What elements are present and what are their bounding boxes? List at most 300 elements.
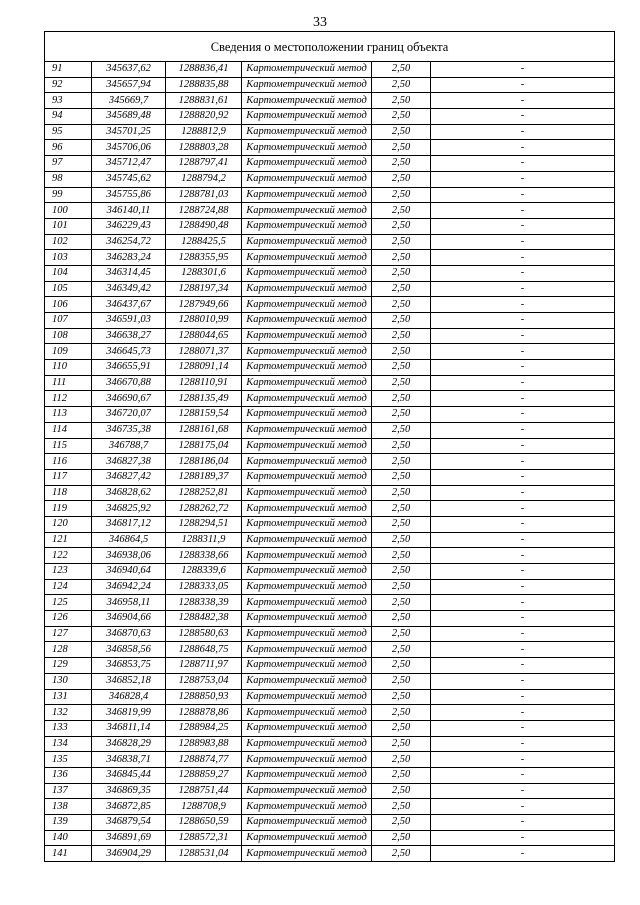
accuracy-cell: 2,50 [372, 658, 431, 674]
accuracy-cell: 2,50 [372, 62, 431, 78]
point-number-cell: 114 [45, 422, 92, 438]
note-cell: - [431, 752, 615, 768]
table-row [45, 815, 615, 831]
method-cell: Картометрический метод [242, 391, 372, 407]
table-row [45, 516, 615, 532]
table-row [45, 313, 615, 329]
x-coordinate-cell: 346827,42 [92, 469, 166, 485]
boundary-coordinates-table [44, 31, 615, 862]
y-coordinate-cell: 1288294,51 [166, 516, 242, 532]
method-cell: Картометрический метод [242, 77, 372, 93]
y-coordinate-cell: 1288751,44 [166, 783, 242, 799]
table-row [45, 469, 615, 485]
note-cell: - [431, 375, 615, 391]
y-coordinate-cell: 1288650,59 [166, 815, 242, 831]
method-cell: Картометрический метод [242, 564, 372, 580]
x-coordinate-cell: 346229,43 [92, 218, 166, 234]
y-coordinate-cell: 1288189,37 [166, 469, 242, 485]
method-cell: Картометрический метод [242, 265, 372, 281]
accuracy-cell: 2,50 [372, 469, 431, 485]
method-cell: Картометрический метод [242, 642, 372, 658]
y-coordinate-cell: 1288338,39 [166, 595, 242, 611]
point-number-cell: 110 [45, 360, 92, 376]
table-row [45, 422, 615, 438]
point-number-cell: 98 [45, 171, 92, 187]
y-coordinate-cell: 1287949,66 [166, 297, 242, 313]
y-coordinate-cell: 1288850,93 [166, 689, 242, 705]
accuracy-cell: 2,50 [372, 846, 431, 862]
y-coordinate-cell: 1288794,2 [166, 171, 242, 187]
point-number-cell: 93 [45, 93, 92, 109]
accuracy-cell: 2,50 [372, 579, 431, 595]
x-coordinate-cell: 346140,11 [92, 203, 166, 219]
method-cell: Картометрический метод [242, 156, 372, 172]
point-number-cell: 133 [45, 720, 92, 736]
x-coordinate-cell: 346940,64 [92, 564, 166, 580]
accuracy-cell: 2,50 [372, 516, 431, 532]
method-cell: Картометрический метод [242, 171, 372, 187]
point-number-cell: 129 [45, 658, 92, 674]
point-number-cell: 137 [45, 783, 92, 799]
note-cell: - [431, 140, 615, 156]
table-row [45, 265, 615, 281]
table-row [45, 93, 615, 109]
note-cell: - [431, 579, 615, 595]
method-cell: Картометрический метод [242, 62, 372, 78]
x-coordinate-cell: 346852,18 [92, 673, 166, 689]
y-coordinate-cell: 1288983,88 [166, 736, 242, 752]
point-number-cell: 123 [45, 564, 92, 580]
method-cell: Картометрический метод [242, 689, 372, 705]
note-cell: - [431, 250, 615, 266]
accuracy-cell: 2,50 [372, 375, 431, 391]
note-cell: - [431, 846, 615, 862]
accuracy-cell: 2,50 [372, 250, 431, 266]
note-cell: - [431, 532, 615, 548]
point-number-cell: 128 [45, 642, 92, 658]
note-cell: - [431, 265, 615, 281]
table-row [45, 673, 615, 689]
accuracy-cell: 2,50 [372, 501, 431, 517]
point-number-cell: 112 [45, 391, 92, 407]
table-row [45, 375, 615, 391]
accuracy-cell: 2,50 [372, 93, 431, 109]
method-cell: Картометрический метод [242, 548, 372, 564]
x-coordinate-cell: 346349,42 [92, 281, 166, 297]
note-cell: - [431, 736, 615, 752]
point-number-cell: 96 [45, 140, 92, 156]
accuracy-cell: 2,50 [372, 830, 431, 846]
point-number-cell: 106 [45, 297, 92, 313]
note-cell: - [431, 391, 615, 407]
x-coordinate-cell: 346828,4 [92, 689, 166, 705]
table-row [45, 658, 615, 674]
table-row [45, 156, 615, 172]
x-coordinate-cell: 346958,11 [92, 595, 166, 611]
point-number-cell: 94 [45, 109, 92, 125]
y-coordinate-cell: 1288797,41 [166, 156, 242, 172]
note-cell: - [431, 689, 615, 705]
method-cell: Картометрический метод [242, 360, 372, 376]
point-number-cell: 117 [45, 469, 92, 485]
y-coordinate-cell: 1288175,04 [166, 438, 242, 454]
point-number-cell: 121 [45, 532, 92, 548]
accuracy-cell: 2,50 [372, 313, 431, 329]
x-coordinate-cell: 346670,88 [92, 375, 166, 391]
point-number-cell: 140 [45, 830, 92, 846]
method-cell: Картометрический метод [242, 736, 372, 752]
y-coordinate-cell: 1288252,81 [166, 485, 242, 501]
accuracy-cell: 2,50 [372, 736, 431, 752]
table-row [45, 846, 615, 862]
accuracy-cell: 2,50 [372, 328, 431, 344]
x-coordinate-cell: 346254,72 [92, 234, 166, 250]
point-number-cell: 105 [45, 281, 92, 297]
method-cell: Картометрический метод [242, 595, 372, 611]
note-cell: - [431, 705, 615, 721]
point-number-cell: 97 [45, 156, 92, 172]
y-coordinate-cell: 1288836,41 [166, 62, 242, 78]
method-cell: Картометрический метод [242, 297, 372, 313]
point-number-cell: 132 [45, 705, 92, 721]
x-coordinate-cell: 346591,03 [92, 313, 166, 329]
point-number-cell: 115 [45, 438, 92, 454]
table-row [45, 579, 615, 595]
y-coordinate-cell: 1288333,05 [166, 579, 242, 595]
note-cell: - [431, 344, 615, 360]
table-row [45, 297, 615, 313]
note-cell: - [431, 815, 615, 831]
accuracy-cell: 2,50 [372, 595, 431, 611]
table-row [45, 783, 615, 799]
method-cell: Картометрический метод [242, 124, 372, 140]
point-number-cell: 113 [45, 407, 92, 423]
table-row [45, 109, 615, 125]
point-number-cell: 104 [45, 265, 92, 281]
x-coordinate-cell: 346314,45 [92, 265, 166, 281]
point-number-cell: 130 [45, 673, 92, 689]
note-cell: - [431, 626, 615, 642]
point-number-cell: 139 [45, 815, 92, 831]
note-cell: - [431, 611, 615, 627]
method-cell: Картометрический метод [242, 422, 372, 438]
method-cell: Картометрический метод [242, 203, 372, 219]
y-coordinate-cell: 1288859,27 [166, 767, 242, 783]
method-cell: Картометрический метод [242, 375, 372, 391]
point-number-cell: 119 [45, 501, 92, 517]
note-cell: - [431, 516, 615, 532]
y-coordinate-cell: 1288984,25 [166, 720, 242, 736]
method-cell: Картометрический метод [242, 501, 372, 517]
note-cell: - [431, 830, 615, 846]
point-number-cell: 108 [45, 328, 92, 344]
x-coordinate-cell: 346827,38 [92, 454, 166, 470]
table-row [45, 611, 615, 627]
y-coordinate-cell: 1288311,9 [166, 532, 242, 548]
note-cell: - [431, 658, 615, 674]
x-coordinate-cell: 345755,86 [92, 187, 166, 203]
method-cell: Картометрический метод [242, 187, 372, 203]
table-row [45, 720, 615, 736]
point-number-cell: 111 [45, 375, 92, 391]
accuracy-cell: 2,50 [372, 626, 431, 642]
point-number-cell: 125 [45, 595, 92, 611]
note-cell: - [431, 203, 615, 219]
note-cell: - [431, 234, 615, 250]
table-row [45, 705, 615, 721]
x-coordinate-cell: 346869,35 [92, 783, 166, 799]
y-coordinate-cell: 1288044,65 [166, 328, 242, 344]
point-number-cell: 122 [45, 548, 92, 564]
method-cell: Картометрический метод [242, 93, 372, 109]
point-number-cell: 102 [45, 234, 92, 250]
accuracy-cell: 2,50 [372, 265, 431, 281]
table-row [45, 736, 615, 752]
x-coordinate-cell: 345745,62 [92, 171, 166, 187]
accuracy-cell: 2,50 [372, 156, 431, 172]
point-number-cell: 95 [45, 124, 92, 140]
point-number-cell: 120 [45, 516, 92, 532]
method-cell: Картометрический метод [242, 140, 372, 156]
method-cell: Картометрический метод [242, 485, 372, 501]
table-row [45, 595, 615, 611]
method-cell: Картометрический метод [242, 516, 372, 532]
accuracy-cell: 2,50 [372, 187, 431, 203]
table-row [45, 532, 615, 548]
table-row [45, 250, 615, 266]
note-cell: - [431, 799, 615, 815]
point-number-cell: 107 [45, 313, 92, 329]
method-cell: Картометрический метод [242, 328, 372, 344]
x-coordinate-cell: 345712,47 [92, 156, 166, 172]
x-coordinate-cell: 346942,24 [92, 579, 166, 595]
accuracy-cell: 2,50 [372, 815, 431, 831]
accuracy-cell: 2,50 [372, 391, 431, 407]
method-cell: Картометрический метод [242, 218, 372, 234]
y-coordinate-cell: 1288753,04 [166, 673, 242, 689]
method-cell: Картометрический метод [242, 611, 372, 627]
table-row [45, 689, 615, 705]
note-cell: - [431, 469, 615, 485]
y-coordinate-cell: 1288531,04 [166, 846, 242, 862]
y-coordinate-cell: 1288711,97 [166, 658, 242, 674]
point-number-cell: 134 [45, 736, 92, 752]
y-coordinate-cell: 1288301,6 [166, 265, 242, 281]
note-cell: - [431, 548, 615, 564]
method-cell: Картометрический метод [242, 579, 372, 595]
point-number-cell: 116 [45, 454, 92, 470]
accuracy-cell: 2,50 [372, 548, 431, 564]
table-row [45, 344, 615, 360]
x-coordinate-cell: 346735,38 [92, 422, 166, 438]
table-row [45, 328, 615, 344]
y-coordinate-cell: 1288878,86 [166, 705, 242, 721]
x-coordinate-cell: 345657,94 [92, 77, 166, 93]
y-coordinate-cell: 1288135,49 [166, 391, 242, 407]
x-coordinate-cell: 346283,24 [92, 250, 166, 266]
method-cell: Картометрический метод [242, 344, 372, 360]
point-number-cell: 126 [45, 611, 92, 627]
accuracy-cell: 2,50 [372, 611, 431, 627]
method-cell: Картометрический метод [242, 673, 372, 689]
table-row [45, 501, 615, 517]
table-row [45, 642, 615, 658]
accuracy-cell: 2,50 [372, 344, 431, 360]
note-cell: - [431, 720, 615, 736]
accuracy-cell: 2,50 [372, 485, 431, 501]
y-coordinate-cell: 1288820,92 [166, 109, 242, 125]
y-coordinate-cell: 1288572,31 [166, 830, 242, 846]
x-coordinate-cell: 346788,7 [92, 438, 166, 454]
method-cell: Картометрический метод [242, 830, 372, 846]
note-cell: - [431, 124, 615, 140]
point-number-cell: 135 [45, 752, 92, 768]
y-coordinate-cell: 1288425,5 [166, 234, 242, 250]
x-coordinate-cell: 346828,62 [92, 485, 166, 501]
x-coordinate-cell: 345701,25 [92, 124, 166, 140]
x-coordinate-cell: 346904,29 [92, 846, 166, 862]
point-number-cell: 141 [45, 846, 92, 862]
accuracy-cell: 2,50 [372, 407, 431, 423]
accuracy-cell: 2,50 [372, 77, 431, 93]
method-cell: Картометрический метод [242, 705, 372, 721]
table-row [45, 140, 615, 156]
table-row [45, 77, 615, 93]
point-number-cell: 100 [45, 203, 92, 219]
table-row [45, 203, 615, 219]
accuracy-cell: 2,50 [372, 454, 431, 470]
note-cell: - [431, 501, 615, 517]
x-coordinate-cell: 346872,85 [92, 799, 166, 815]
table-caption: Сведения о местоположении границ объекта [45, 32, 615, 62]
table-caption-row [45, 32, 615, 62]
y-coordinate-cell: 1288159,54 [166, 407, 242, 423]
x-coordinate-cell: 346825,92 [92, 501, 166, 517]
method-cell: Картометрический метод [242, 109, 372, 125]
method-cell: Картометрический метод [242, 469, 372, 485]
y-coordinate-cell: 1288197,34 [166, 281, 242, 297]
accuracy-cell: 2,50 [372, 689, 431, 705]
method-cell: Картометрический метод [242, 658, 372, 674]
method-cell: Картометрический метод [242, 250, 372, 266]
table-row [45, 752, 615, 768]
accuracy-cell: 2,50 [372, 564, 431, 580]
table-row [45, 548, 615, 564]
note-cell: - [431, 109, 615, 125]
x-coordinate-cell: 346645,73 [92, 344, 166, 360]
point-number-cell: 131 [45, 689, 92, 705]
table-row [45, 767, 615, 783]
note-cell: - [431, 642, 615, 658]
note-cell: - [431, 767, 615, 783]
accuracy-cell: 2,50 [372, 360, 431, 376]
y-coordinate-cell: 1288831,61 [166, 93, 242, 109]
point-number-cell: 118 [45, 485, 92, 501]
y-coordinate-cell: 1288580,63 [166, 626, 242, 642]
table-row [45, 360, 615, 376]
x-coordinate-cell: 346655,91 [92, 360, 166, 376]
note-cell: - [431, 673, 615, 689]
note-cell: - [431, 454, 615, 470]
y-coordinate-cell: 1288091,14 [166, 360, 242, 376]
note-cell: - [431, 281, 615, 297]
y-coordinate-cell: 1288161,68 [166, 422, 242, 438]
method-cell: Картометрический метод [242, 783, 372, 799]
table-row [45, 391, 615, 407]
note-cell: - [431, 407, 615, 423]
x-coordinate-cell: 346690,67 [92, 391, 166, 407]
note-cell: - [431, 93, 615, 109]
y-coordinate-cell: 1288110,91 [166, 375, 242, 391]
y-coordinate-cell: 1288482,38 [166, 611, 242, 627]
x-coordinate-cell: 345637,62 [92, 62, 166, 78]
note-cell: - [431, 297, 615, 313]
y-coordinate-cell: 1288355,95 [166, 250, 242, 266]
accuracy-cell: 2,50 [372, 422, 431, 438]
table-row [45, 564, 615, 580]
method-cell: Картометрический метод [242, 234, 372, 250]
y-coordinate-cell: 1288724,88 [166, 203, 242, 219]
method-cell: Картометрический метод [242, 313, 372, 329]
note-cell: - [431, 564, 615, 580]
accuracy-cell: 2,50 [372, 532, 431, 548]
accuracy-cell: 2,50 [372, 705, 431, 721]
note-cell: - [431, 171, 615, 187]
x-coordinate-cell: 346845,44 [92, 767, 166, 783]
note-cell: - [431, 313, 615, 329]
y-coordinate-cell: 1288490,48 [166, 218, 242, 234]
point-number-cell: 99 [45, 187, 92, 203]
x-coordinate-cell: 346838,71 [92, 752, 166, 768]
y-coordinate-cell: 1288010,99 [166, 313, 242, 329]
point-number-cell: 138 [45, 799, 92, 815]
table-row [45, 454, 615, 470]
point-number-cell: 109 [45, 344, 92, 360]
accuracy-cell: 2,50 [372, 124, 431, 140]
note-cell: - [431, 438, 615, 454]
accuracy-cell: 2,50 [372, 438, 431, 454]
x-coordinate-cell: 346864,5 [92, 532, 166, 548]
table-row [45, 187, 615, 203]
method-cell: Картометрический метод [242, 720, 372, 736]
accuracy-cell: 2,50 [372, 109, 431, 125]
method-cell: Картометрический метод [242, 767, 372, 783]
page-number: 33 [313, 15, 327, 30]
table-row [45, 407, 615, 423]
note-cell: - [431, 77, 615, 93]
accuracy-cell: 2,50 [372, 720, 431, 736]
accuracy-cell: 2,50 [372, 234, 431, 250]
y-coordinate-cell: 1288708,9 [166, 799, 242, 815]
table-row [45, 218, 615, 234]
point-number-cell: 101 [45, 218, 92, 234]
y-coordinate-cell: 1288648,75 [166, 642, 242, 658]
table-row [45, 281, 615, 297]
table-row [45, 171, 615, 187]
x-coordinate-cell: 346858,56 [92, 642, 166, 658]
x-coordinate-cell: 346938,06 [92, 548, 166, 564]
note-cell: - [431, 62, 615, 78]
table-row [45, 234, 615, 250]
table-row [45, 438, 615, 454]
accuracy-cell: 2,50 [372, 767, 431, 783]
table-row [45, 799, 615, 815]
method-cell: Картометрический метод [242, 846, 372, 862]
x-coordinate-cell: 346879,54 [92, 815, 166, 831]
point-number-cell: 91 [45, 62, 92, 78]
method-cell: Картометрический метод [242, 626, 372, 642]
point-number-cell: 136 [45, 767, 92, 783]
